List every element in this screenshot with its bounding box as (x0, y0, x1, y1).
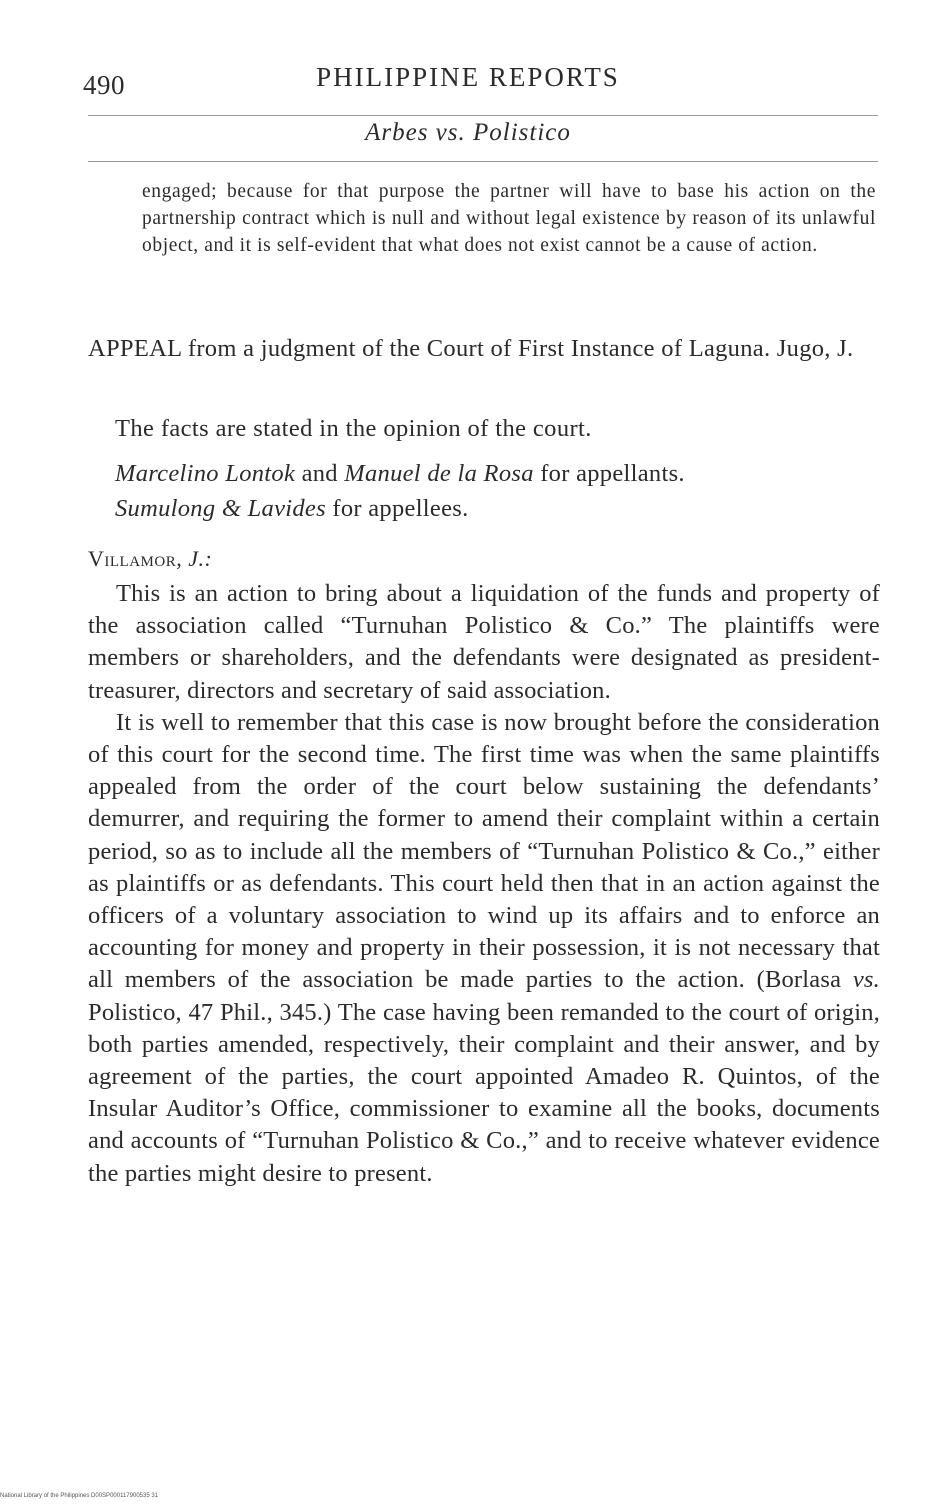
case-caption: Arbes vs. Polistico (365, 119, 571, 146)
versus-abbrev: vs. (852, 966, 880, 994)
appellees-counsel (115, 491, 880, 526)
appellee-counsel: Sumulong & Lavides (115, 495, 326, 522)
paragraph-2-part-b: Polistico, 47 Phil., 345.) The case having been remanded to the court of origin, both parties amended, respectively, their complaint and their answer, and by agreement of the parties, the court appointed Amadeo R. Quintos, of the Insular Auditor’s Office, commissioner to examine all the books, documents and accounts of “Turnuhan Polistico & Co.,” and to receive whatever evidence the parties might desire to present. (88, 998, 880, 1187)
syllabus-text: engaged; because for that purpose the partner will have to base his action on the partnership contract which is null and without legal existence by reason of its unlawful object, and it is self-evident that what does not exist cannot be a cause of action. (142, 181, 876, 256)
author-name: Villamor (88, 546, 177, 571)
caption-rule (88, 161, 878, 162)
counsel-conjunction: and (295, 460, 345, 487)
opinion-body (88, 578, 880, 1190)
opinion-paragraph-2 (88, 707, 880, 1190)
header-rule (88, 115, 878, 116)
counsel-block (115, 456, 880, 526)
opinion-paragraph-1: This is an action to bring about a liquidation of the funds and property of the association called “Turnuhan Polistico & Co.” The plaintiffs were members or shareholders, and the defendants were designated as president-treasurer, directors and secretary of said association. (88, 580, 880, 704)
opinion-author (88, 546, 212, 572)
appellees-label: for appellees. (325, 495, 469, 522)
appellant-counsel-2: Manuel de la Rosa (344, 460, 534, 487)
scan-footer-note: National Library of the Philippines D00SP000117900535 31 (0, 1493, 159, 1499)
paragraph-2-part-a: It is well to remember that this case is now brought before the consideration of this court for the second time. The first time was when the same plaintiffs appealed from the order of the court below sustaining the defendants’ demurrer, and requiring the former to amend their complaint within a certain period, so as to include all the members of “Turnuhan Polistico & Co.,” either as plaintiffs or as defendants. This court held then that in an action against the officers of a voluntary association to wind up its affairs and to enforce an accounting for money and property in their possession, it is not necessary that all members of the association be made parties to the action. (Borlasa (88, 708, 880, 994)
appeal-statement: APPEAL from a judgment of the Court of First Instance of Laguna. Jugo, J. (88, 335, 854, 362)
appellants-counsel (115, 456, 880, 491)
facts-statement: The facts are stated in the opinion of the court. (115, 415, 592, 442)
appellant-counsel-1: Marcelino Lontok (115, 460, 296, 487)
page-number: 490 (83, 70, 125, 100)
author-suffix: , J.: (176, 546, 213, 571)
running-head: PHILIPPINE REPORTS (316, 62, 620, 92)
appellants-label: for appellants. (533, 460, 685, 487)
